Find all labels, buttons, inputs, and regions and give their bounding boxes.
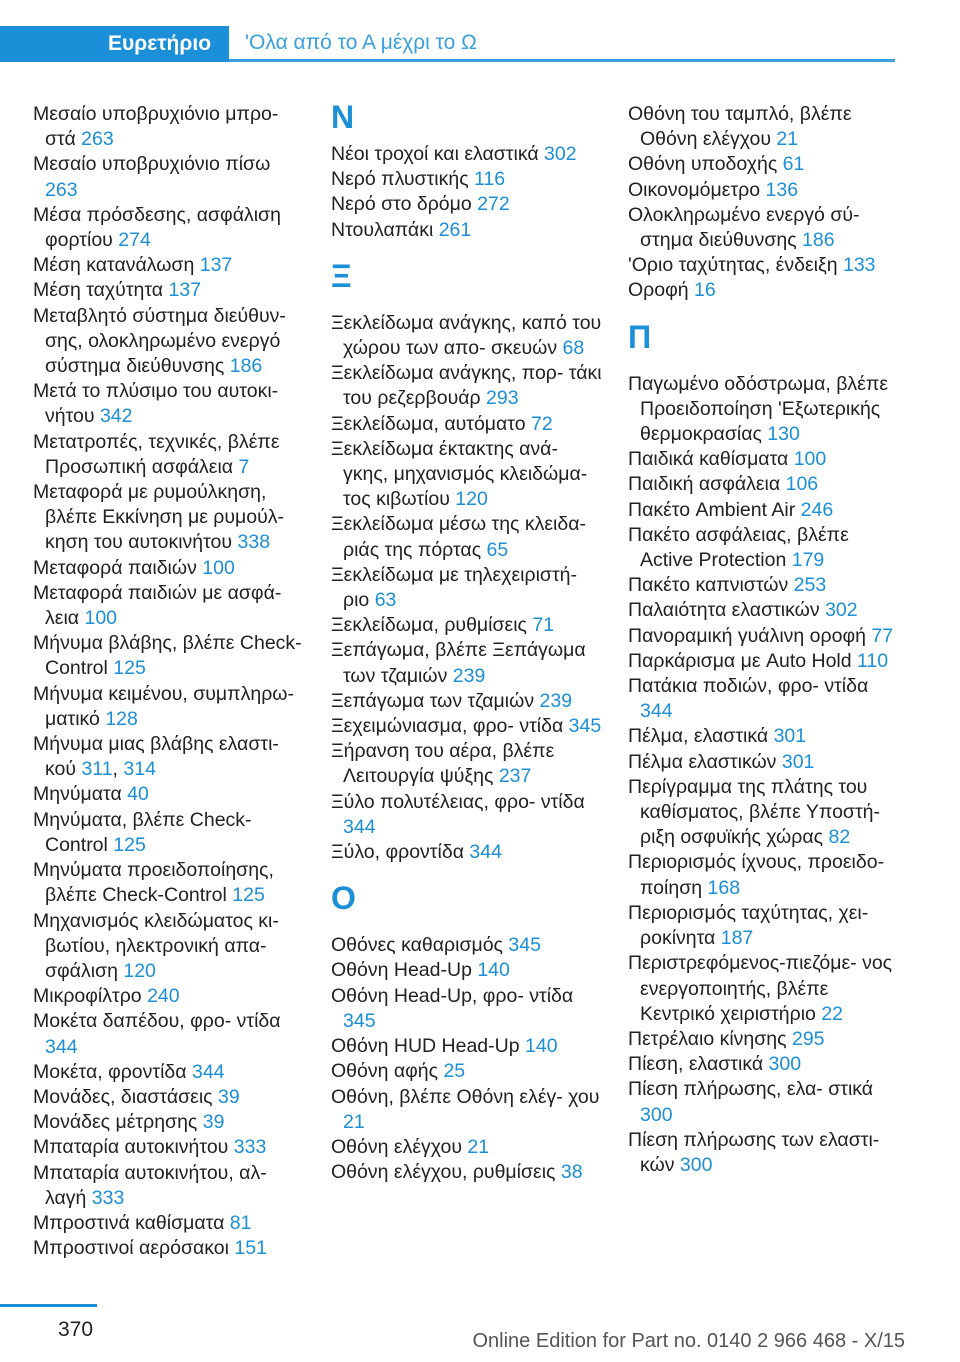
index-entry <box>331 192 603 217</box>
index-entry-text: Περιστρεφόμενος-πιεζόμε‐ νος ενεργοποιητής, βλέπε Κεντρικό χειριστήριο <box>628 952 893 1025</box>
index-entry-text: Ξεκλείδωμα ανάγκης, καπό του χώρου των απο‐ σκευών <box>331 311 602 360</box>
index-entry-text: Μηνύματα προειδοποίησης, βλέπε Check-Control <box>33 859 274 907</box>
index-entry-text: Μέση ταχύτητα <box>33 279 169 302</box>
index-entry-text: Πανοραμική γυάλινη οροφή <box>628 624 872 647</box>
page-reference-link[interactable]: 39 <box>217 1085 240 1108</box>
index-entry <box>33 556 305 581</box>
index-entry <box>628 498 900 523</box>
page-reference-link[interactable]: 344 <box>640 700 673 723</box>
index-entry-text: Ξεκλείδωμα ανάγκης, πορ‐ τάκι του ρεζερβουάρ <box>331 362 602 410</box>
index-entry <box>331 1034 603 1059</box>
index-entry <box>33 732 305 782</box>
index-column-3 <box>628 102 900 1178</box>
index-entry <box>33 631 305 681</box>
index-entry-text: Πέλμα, ελαστικά <box>628 725 774 748</box>
index-entry <box>33 1110 305 1135</box>
index-entry <box>33 1211 305 1236</box>
index-entry-text: Πίεση, ελαστικά <box>628 1053 769 1076</box>
index-entry-text: Μήνυμα μιας βλάβης ελαστι‐ κού <box>33 733 279 781</box>
page-reference-link[interactable]: 239 <box>539 689 573 712</box>
page-reference-link[interactable]: 301 <box>781 750 815 773</box>
page-reference-link[interactable]: 140 <box>525 1035 558 1058</box>
index-entry <box>628 447 900 472</box>
index-column-1 <box>33 102 305 1261</box>
index-entry <box>628 203 900 253</box>
index-entry-text: Ξήρανση του αέρα, βλέπε Λειτουργία ψύξης <box>331 740 555 788</box>
index-entry <box>628 750 900 775</box>
index-entry <box>331 1085 603 1135</box>
index-entry <box>33 581 305 631</box>
index-entry <box>33 1060 305 1085</box>
index-entry <box>331 933 603 958</box>
index-entry-text: Παγωμένο οδόστρωμα, βλέπε Προειδοποίηση 'Εξωτερικής θερμοκρασίας <box>628 372 889 446</box>
index-entry <box>628 624 900 649</box>
index-entry-text: Μεταβλητό σύστημα διεύθυν‐ σης, ολοκληρωμένο ενεργό σύστημα διεύθυνσης <box>33 304 286 378</box>
page-reference-link[interactable]: 120 <box>455 488 488 511</box>
page-reference-link[interactable]: 7 <box>238 455 250 478</box>
index-entry <box>33 1161 305 1211</box>
index-entry <box>628 1027 900 1052</box>
index-entry <box>331 512 603 562</box>
index-entry <box>331 218 603 243</box>
page-reference-link[interactable]: 274 <box>118 229 151 252</box>
page-reference-link[interactable]: 253 <box>793 574 827 597</box>
page-reference-link[interactable]: 130 <box>767 423 800 446</box>
index-entry-text: Νέοι τροχοί και ελαστικά <box>331 143 545 165</box>
index-entry <box>628 278 900 303</box>
index-entry-text: Παλαιότητα ελαστικών <box>628 599 826 622</box>
page-reference-link[interactable]: 168 <box>707 876 741 899</box>
index-entry-text: Μήνυμα βλάβης, βλέπε Check-Control <box>33 632 302 680</box>
index-entry-text: Πατάκια ποδιών, φρο‐ ντίδα <box>628 675 869 698</box>
page-reference-link[interactable]: 240 <box>147 985 180 1008</box>
index-entry <box>628 102 900 152</box>
page-reference-link[interactable]: 71 <box>532 614 555 637</box>
page-reference-link[interactable]: 345 <box>343 1009 376 1032</box>
index-entry-text: Πίεση πλήρωσης, ελα‐ στικά <box>628 1078 874 1101</box>
index-entry <box>331 361 603 411</box>
index-entry-text: Μπαταρία αυτοκινήτου <box>33 1136 234 1159</box>
index-entry <box>331 1059 603 1084</box>
page-reference-link[interactable]: 21 <box>776 128 799 151</box>
page-reference-link[interactable]: 293 <box>486 387 519 410</box>
index-entry-text: Μηχανισμός κλειδώματος κι‐ βωτίου, ηλεκτρονική απα‐ σφάλιση <box>33 909 279 982</box>
index-entry <box>33 1085 305 1110</box>
index-entry <box>628 598 900 623</box>
index-entry-text: Περιορισμός ταχύτητας, χει‐ ροκίνητα <box>628 901 869 950</box>
page-reference-link[interactable]: 333 <box>91 1186 125 1209</box>
page-reference-link[interactable]: 110 <box>857 649 889 672</box>
page-reference-link[interactable]: 21 <box>467 1135 490 1158</box>
subsection-breadcrumb[interactable]: 'Ολα από το Α μέχρι το Ω <box>229 26 895 62</box>
page-reference-link[interactable]: 345 <box>568 715 602 738</box>
page-reference-link[interactable]: 344 <box>191 1060 225 1083</box>
page-reference-link[interactable]: 179 <box>791 549 825 572</box>
index-entry <box>331 714 603 739</box>
index-entry <box>331 437 603 513</box>
page-reference-link[interactable]: 16 <box>694 279 716 302</box>
index-entry <box>33 1009 305 1059</box>
index-entry-text: Ξεκλείδωμα έκτακτης ανά‐ γκης, μηχανισμός κλειδώμα‐ τος κιβωτίου <box>331 437 588 511</box>
page-reference-link[interactable]: 246 <box>800 498 834 521</box>
index-entry <box>628 472 900 497</box>
index-entry <box>628 649 900 674</box>
index-entry <box>33 909 305 985</box>
page-reference-link[interactable]: 39 <box>202 1111 225 1134</box>
page-reference-link[interactable]: 100 <box>793 448 827 471</box>
index-entry-text: Παιδική ασφάλεια <box>628 473 786 496</box>
index-entry <box>331 638 603 688</box>
page-reference-link[interactable]: 151 <box>234 1237 267 1260</box>
index-entry-text: Μπροστινοί αερόσακοι <box>33 1237 235 1260</box>
index-entry <box>33 808 305 858</box>
page-reference-link[interactable]: 100 <box>202 556 235 579</box>
index-entry <box>331 1135 603 1160</box>
index-entry-text: Ξεκλείδωμα, ρυθμίσεις <box>331 614 533 637</box>
page-reference-link[interactable]: 21 <box>343 1110 365 1133</box>
page-reference-link[interactable]: 22 <box>821 1002 844 1025</box>
index-entry-text: Μεσαίο υποβρυχιόνιο μπρο‐ στά <box>33 103 279 151</box>
index-entry <box>33 203 305 253</box>
index-letter-heading: Ο <box>331 880 356 917</box>
index-entry-text: Μπαταρία αυτοκινήτου, αλ‐ λαγή <box>33 1161 267 1209</box>
page-reference-link[interactable]: 263 <box>45 178 78 201</box>
page-reference-link[interactable]: 100 <box>84 607 118 630</box>
page-reference-link[interactable]: 345 <box>508 934 541 957</box>
index-entry-text: Οθόνη υποδοχής <box>628 153 783 176</box>
page-reference-link[interactable]: 302 <box>544 143 577 165</box>
index-entry-text: Νερό πλυστικής <box>331 168 475 191</box>
index-entry <box>331 689 603 714</box>
page-reference-link[interactable]: 311 <box>81 758 113 781</box>
index-entry-text: Πετρέλαιο κίνησης <box>628 1027 792 1050</box>
index-column-2 <box>331 99 603 1185</box>
index-entry <box>331 840 603 865</box>
index-entry-text: , <box>112 758 124 781</box>
page-reference-link[interactable]: 186 <box>802 229 835 252</box>
index-entry <box>628 523 900 573</box>
page-number: 370 <box>58 1318 94 1341</box>
page-reference-link[interactable]: 72 <box>531 412 553 435</box>
index-entry <box>33 1236 305 1261</box>
page-reference-link[interactable]: 116 <box>474 168 506 191</box>
page-reference-link[interactable]: 186 <box>229 355 263 378</box>
index-entry-text: Ξύλο, φροντίδα <box>331 841 470 864</box>
page-reference-link[interactable]: 301 <box>773 725 807 748</box>
index-entry <box>628 674 900 724</box>
index-entry-text: Οθόνη Head-Up <box>331 959 478 982</box>
index-entry <box>331 311 603 361</box>
index-entry <box>331 613 603 638</box>
edition-text: Online Edition for Part no. 0140 2 966 468 - X/15 <box>472 1330 905 1352</box>
index-entry-text: Οθόνη αφής <box>331 1060 444 1083</box>
index-entry <box>331 167 603 192</box>
page-reference-link[interactable]: 300 <box>679 1153 713 1176</box>
index-entry-text: Μεταφορά με ρυμούλκηση, βλέπε Εκκίνηση με ρυμούλ‐ κηση του αυτοκινήτου <box>33 481 285 554</box>
page-reference-link[interactable]: 68 <box>562 337 585 360</box>
index-entry <box>628 850 900 900</box>
page-reference-link[interactable]: 120 <box>123 959 156 982</box>
page-reference-link[interactable]: 344 <box>45 1035 78 1058</box>
index-entry <box>33 278 305 303</box>
index-entry-text: Ξεχειμώνιασμα, φρο‐ ντίδα <box>331 715 569 738</box>
index-entry-text: Παρκάρισμα με Auto Hold <box>628 649 858 672</box>
index-entry-text: Πακέτο ασφάλειας, βλέπε Active Protection <box>628 523 849 572</box>
index-entry-text: Οθόνη Head-Up, φρο‐ ντίδα <box>331 984 574 1007</box>
page-reference-link[interactable]: 344 <box>469 841 502 864</box>
index-entry-text: Οροφή <box>628 279 695 302</box>
index-letter-heading: Ξ <box>331 257 352 294</box>
index-entry <box>33 304 305 380</box>
index-entry-text: Οθόνη ελέγχου, ρυθμίσεις <box>331 1161 561 1184</box>
index-entry <box>33 379 305 429</box>
index-entry-text: Οθόνες καθαρισμός <box>331 934 509 957</box>
index-entry <box>33 782 305 807</box>
index-entry-text: Ξεπάγωμα, βλέπε Ξεπάγωμα των τζαμιών <box>331 639 586 687</box>
page-reference-link[interactable]: 333 <box>233 1136 267 1159</box>
page-reference-link[interactable]: 106 <box>785 473 819 496</box>
page-reference-link[interactable]: 125 <box>232 884 265 907</box>
index-entry <box>628 724 900 749</box>
index-entry <box>628 152 900 177</box>
page-reference-link[interactable]: 65 <box>486 538 509 561</box>
index-entry-text: Νερό στο δρόμο <box>331 193 478 216</box>
index-entry-text: Ξεκλείδωμα μέσω της κλειδα‐ ριάς της πόρτας <box>331 513 587 561</box>
index-entry <box>628 178 900 203</box>
index-entry <box>628 573 900 598</box>
index-entry-text: 'Οριο ταχύτητας, ένδειξη <box>628 254 843 277</box>
index-entry <box>331 984 603 1034</box>
index-entry-text: Μετά το πλύσιμο του αυτοκι‐ νήτου <box>33 380 279 428</box>
page-reference-link[interactable]: 63 <box>374 589 397 612</box>
index-entry-text: Μοκέτα δαπέδου, φρο‐ ντίδα <box>33 1010 281 1033</box>
index-entry <box>331 790 603 840</box>
index-entry <box>331 1160 603 1185</box>
index-entry-text: Οθόνη HUD Head-Up <box>331 1035 525 1058</box>
index-entry-text: Περίγραμμα της πλάτης του καθίσματος, βλέπε Υποστή‐ ριξη οσφυϊκής χώρας <box>628 775 880 849</box>
page-reference-link[interactable]: 125 <box>113 833 146 856</box>
index-entry <box>33 858 305 908</box>
index-entry-text: Μικροφίλτρο <box>33 985 148 1008</box>
index-entry-text: Μοκέτα, φροντίδα <box>33 1060 192 1083</box>
index-entry <box>331 739 603 789</box>
index-entry <box>628 1052 900 1077</box>
index-entry <box>33 1135 305 1160</box>
page-reference-link[interactable]: 263 <box>81 128 114 151</box>
index-entry-text: Μεταφορά παιδιών <box>33 556 203 579</box>
page-reference-link[interactable]: 40 <box>127 783 149 806</box>
page-reference-link[interactable]: 237 <box>498 765 532 788</box>
index-entry <box>628 901 900 951</box>
page-reference-link[interactable]: 82 <box>828 826 851 849</box>
page-reference-link[interactable]: 300 <box>640 1103 673 1126</box>
page-reference-link[interactable]: 77 <box>871 624 894 647</box>
page-reference-link[interactable]: 272 <box>477 193 510 216</box>
index-entry <box>628 1128 900 1178</box>
index-entry <box>628 372 900 448</box>
page-reference-link[interactable]: 133 <box>842 254 876 277</box>
index-entry-text: Ξεπάγωμα των τζαμιών <box>331 689 540 712</box>
index-entry-text: Περιορισμός ίχνους, προειδο‐ ποίηση <box>628 851 885 899</box>
index-letter-heading: Π <box>628 318 652 355</box>
page-reference-link[interactable]: 81 <box>229 1211 252 1234</box>
page-reference-link[interactable]: 125 <box>113 657 146 680</box>
index-entry-text: Ξεκλείδωμα με τηλεχειριστή‐ ριο <box>331 563 577 612</box>
page-reference-link[interactable]: 61 <box>782 153 805 176</box>
index-entry-text: Μηνύματα <box>33 783 128 806</box>
page-reference-link[interactable]: 137 <box>199 254 233 277</box>
index-entry-text: Οθόνη, βλέπε Οθόνη ελέγ‐ χου <box>331 1085 600 1108</box>
index-entry-text: Μήνυμα κειμένου, συμπληρω‐ ματικό <box>33 682 295 730</box>
index-entry-text: Μονάδες, διαστάσεις <box>33 1085 218 1108</box>
section-tab[interactable]: Ευρετήριο <box>0 26 229 62</box>
index-entry-text: Πακέτο καπνιστών <box>628 574 794 597</box>
index-entry-text: Μεσαίο υποβρυχιόνιο πίσω <box>33 153 271 176</box>
index-entry-text: Ολοκληρωμένο ενεργό σύ‐ στημα διεύθυνσης <box>628 203 860 252</box>
index-entry-text: Ντουλαπάκι <box>331 218 439 241</box>
index-entry-text: Μονάδες μέτρησης <box>33 1111 203 1134</box>
index-entry <box>33 253 305 278</box>
page-reference-link[interactable]: 137 <box>168 279 202 302</box>
page-reference-link[interactable]: 187 <box>720 927 754 950</box>
page-header <box>0 26 895 62</box>
page-reference-link[interactable]: 342 <box>99 405 133 428</box>
page-reference-link[interactable]: 25 <box>443 1060 466 1083</box>
index-entry <box>331 563 603 613</box>
index-entry-text: Μέσα πρόσδεσης, ασφάλιση φορτίου <box>33 203 281 252</box>
index-entry-text: Πέλμα ελαστικών <box>628 750 782 773</box>
index-entry-text: Οθόνη του ταμπλό, βλέπε Οθόνη ελέγχου <box>628 103 852 151</box>
index-entry-text: Οικονομόμετρο <box>628 178 766 201</box>
page-reference-link[interactable]: 128 <box>105 707 138 730</box>
index-letter-heading: Ν <box>331 99 355 135</box>
page-reference-link[interactable]: 300 <box>768 1053 802 1076</box>
index-entry <box>33 984 305 1009</box>
index-entry <box>33 430 305 480</box>
index-entry-text: Μέση κατανάλωση <box>33 254 200 277</box>
index-entry-text: Μπροστινά καθίσματα <box>33 1211 230 1234</box>
index-entry-text: Πίεση πλήρωσης των ελαστι‐ κών <box>628 1128 880 1176</box>
page-reference-link[interactable]: 338 <box>237 531 271 554</box>
index-entry <box>331 958 603 983</box>
index-entry-text: Ξύλο πολυτέλειας, φρο‐ ντίδα <box>331 790 585 813</box>
index-entry <box>628 951 900 1027</box>
index-entry <box>628 1077 900 1127</box>
index-entry <box>628 775 900 851</box>
page-reference-link[interactable]: 344 <box>343 815 376 838</box>
index-entry-text: Μηνύματα, βλέπε Check-Control <box>33 808 252 856</box>
index-entry-text: Μετατροπές, τεχνικές, βλέπε Προσωπική ασφάλεια <box>33 430 280 478</box>
index-entry <box>33 152 305 202</box>
index-entry-text: Παιδικά καθίσματα <box>628 448 794 471</box>
index-entry <box>33 480 305 556</box>
index-entry-text: Οθόνη ελέγχου <box>331 1135 468 1158</box>
footer-rule <box>0 1304 97 1307</box>
index-entry-text: Ξεκλείδωμα, αυτόματο <box>331 412 531 435</box>
page-reference-link[interactable]: 140 <box>477 959 510 982</box>
index-entry <box>33 102 305 152</box>
page-reference-link[interactable]: 302 <box>825 599 858 622</box>
page-reference-link[interactable]: 239 <box>452 664 486 687</box>
index-entry <box>331 412 603 437</box>
page-reference-link[interactable]: 38 <box>560 1161 583 1184</box>
index-entry-text: Πακέτο Ambient Air <box>628 498 801 521</box>
index-entry <box>628 253 900 278</box>
index-entry <box>331 142 603 167</box>
page-reference-link[interactable]: 314 <box>123 758 156 781</box>
page-reference-link[interactable]: 136 <box>765 178 799 201</box>
index-entry <box>33 682 305 732</box>
index-entry-text: Μεταφορά παιδιών με ασφά‐ λεια <box>33 581 282 630</box>
page-reference-link[interactable]: 261 <box>438 218 472 241</box>
page-reference-link[interactable]: 295 <box>791 1027 825 1050</box>
